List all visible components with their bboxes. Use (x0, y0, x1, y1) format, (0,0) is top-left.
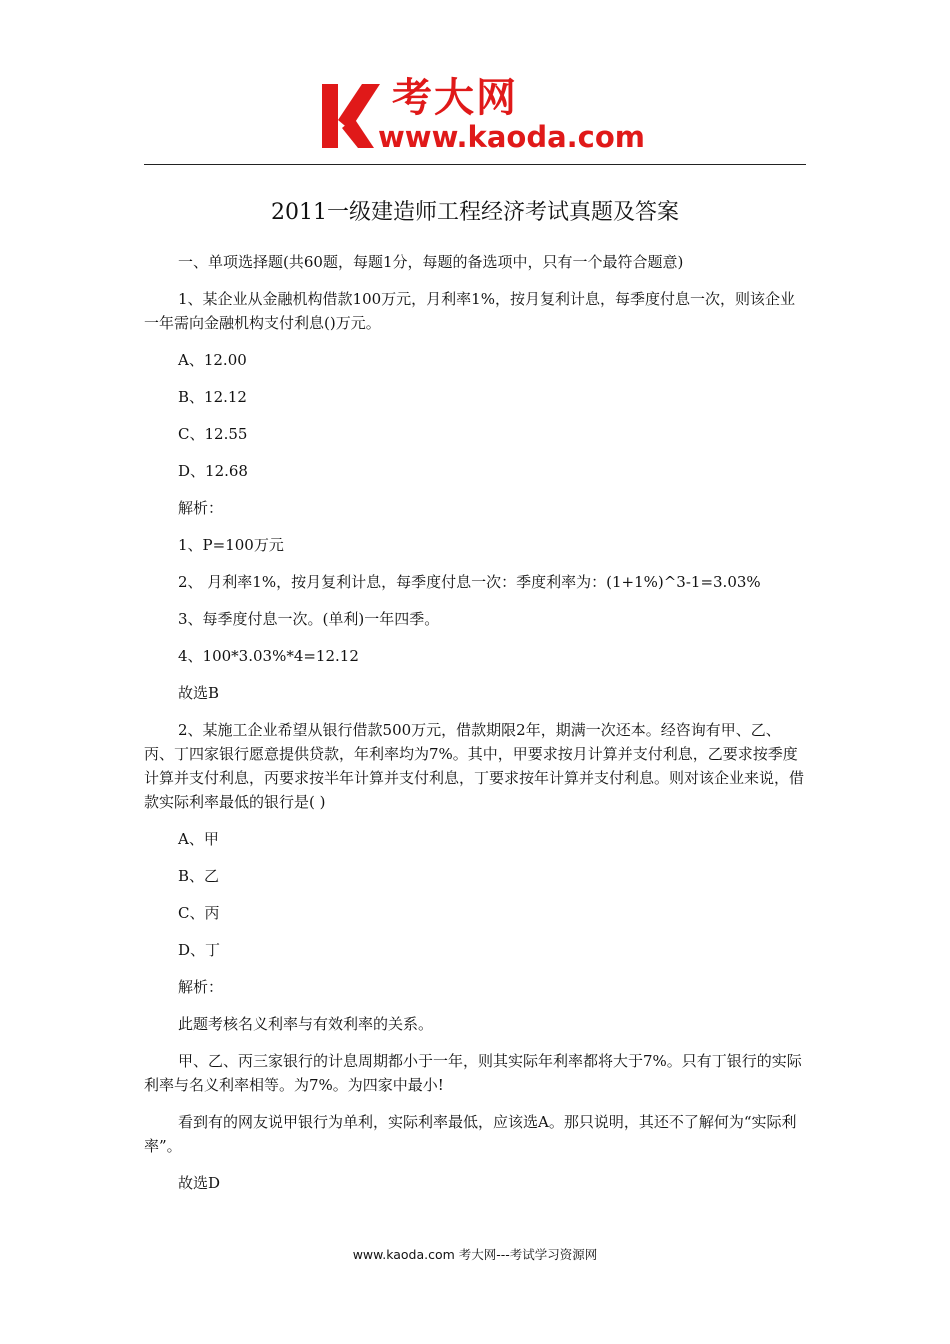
question-2-analysis-label: 解析： (178, 978, 224, 996)
question-1-option-a: A、12.00 (178, 351, 247, 369)
question-2-option-a: A、甲 (178, 830, 219, 848)
document-body (144, 250, 808, 1208)
question-1-option-d: D、12.68 (178, 462, 248, 480)
site-logo (318, 75, 645, 158)
question-1-step-2: 2、 月利率1%，按月复利计息，每季度付息一次：季度利率为：(1+1%)^3-1=3.03% (178, 573, 761, 591)
question-1-step-3: 3、每季度付息一次。(单利)一年四季。 (178, 610, 440, 628)
question-1-analysis-label: 解析： (178, 499, 224, 517)
question-1-step-4: 4、100*3.03%*4=12.12 (178, 647, 359, 665)
question-1-option-b: B、12.12 (178, 388, 247, 406)
question-1-answer: 故选B (178, 684, 220, 702)
logo-chinese-text: 考大网 (392, 75, 518, 121)
question-2-analysis-1: 此题考核名义利率与有效利率的关系。 (178, 1015, 434, 1033)
section-heading: 一、单项选择题(共60题，每题1分，每题的备选项中，只有一个最符合题意) (178, 253, 684, 271)
question-2-option-b: B、乙 (178, 867, 220, 885)
page-footer: www.kaoda.com 考大网---考试学习资源网 (352, 1247, 598, 1262)
document-title: 2011一级建造师工程经济考试真题及答案 (271, 200, 679, 225)
question-2-analysis-3: 看到有的网友说甲银行为单利，实际利率最低，应该选A。那只说明，其还不了解何为“实际利率”。 (144, 1113, 797, 1155)
question-2-stem: 2、某施工企业希望从银行借款500万元，借款期限2年，期满一次还本。经咨询有甲、乙、丙、丁四家银行愿意提供贷款，年利率均为7%。其中，甲要求按月计算并支付利息，乙要求按季度计算并支付利息，丙要求按半年计算并支付利息，丁要求按年计算并支付利息。则对该企业来说，借款实际利率最低的银行是( ) (144, 721, 805, 811)
question-2-option-c: C、丙 (178, 904, 220, 922)
question-2-analysis-2: 甲、乙、丙三家银行的计息周期都小于一年，则其实际年利率都将大于7%。只有丁银行的实际利率与名义利率相等。为7%。为四家中最小! (144, 1052, 802, 1094)
header-divider (144, 164, 806, 165)
question-2-option-d: D、丁 (178, 941, 221, 959)
question-1-option-c: C、12.55 (178, 425, 248, 443)
question-2-answer: 故选D (178, 1174, 221, 1192)
question-1-step-1: 1、P=100万元 (178, 536, 284, 554)
logo-url-text: www.kaoda.com (378, 120, 645, 154)
question-1-stem: 1、某企业从金融机构借款100万元，月利率1%，按月复利计息，每季度付息一次，则该企业一年需向金融机构支付利息()万元。 (144, 290, 795, 332)
